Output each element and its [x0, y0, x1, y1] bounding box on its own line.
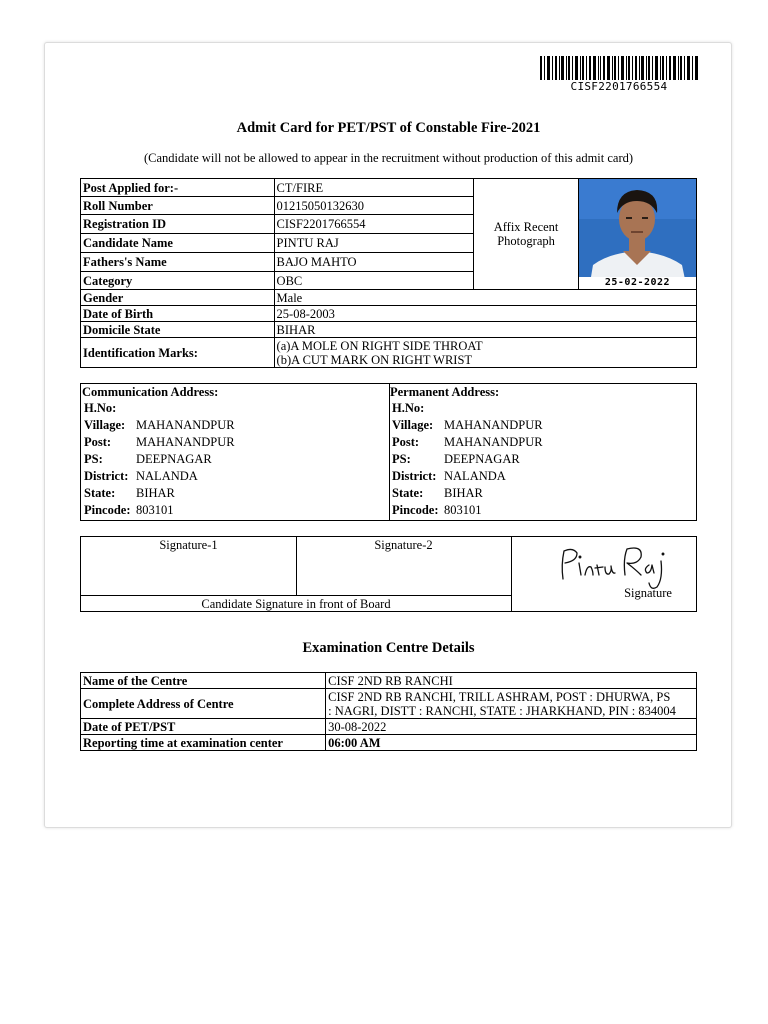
centre-address-line1: CISF 2ND RB RANCHI, TRILL ASHRAM, POST : DHURWA, PS — [328, 689, 671, 704]
table-row — [81, 179, 697, 197]
address-value: BIHAR — [136, 486, 175, 500]
row-value: 06:00 AM — [326, 735, 697, 751]
address-row — [84, 435, 235, 450]
table-row — [81, 322, 697, 338]
row-value: CT/FIRE — [274, 179, 474, 197]
row-label: Domicile State — [81, 322, 275, 338]
centre-address-line2: : NAGRI, DISTT : RANCHI, STATE : JHARKHAND, PIN : 834004 — [328, 703, 676, 718]
exam-centre-title: Examination Centre Details — [302, 640, 475, 656]
address-row — [392, 401, 444, 416]
photo-date: 25-02-2022 — [579, 277, 696, 289]
identification-mark-2: (b)A CUT MARK ON RIGHT WRIST — [276, 352, 473, 367]
photo-cell — [578, 179, 696, 290]
address-value: MAHANANDPUR — [444, 418, 543, 432]
address-value: MAHANANDPUR — [136, 418, 235, 432]
centre-address — [326, 689, 697, 719]
signature-section — [80, 536, 697, 612]
address-row — [84, 452, 212, 467]
address-row — [84, 401, 136, 416]
row-label: Roll Number — [81, 197, 275, 215]
address-value: NALANDA — [136, 469, 198, 483]
address-value: 803101 — [136, 503, 174, 517]
address-row — [84, 469, 198, 484]
address-key: Pincode: — [392, 503, 439, 517]
address-key: PS: — [84, 452, 103, 466]
row-label: Category — [81, 272, 275, 290]
address-row — [84, 418, 235, 433]
row-label: Identification Marks: — [81, 338, 275, 368]
row-value: 30-08-2022 — [326, 719, 697, 735]
row-label: Name of the Centre — [81, 673, 326, 689]
address-row — [392, 503, 482, 518]
permanent-address — [389, 384, 697, 520]
row-value: BAJO MAHTO — [274, 253, 474, 272]
row-label: Post Applied for:- — [81, 179, 275, 197]
identification-mark-1: (a)A MOLE ON RIGHT SIDE THROAT — [276, 338, 483, 353]
row-value: BIHAR — [274, 322, 696, 338]
page-subtitle: (Candidate will not be allowed to appear in the recruitment without production of this admit card) — [143, 151, 634, 165]
address-row — [392, 435, 543, 450]
address-key: H.No: — [392, 401, 425, 415]
table-row — [81, 689, 697, 719]
row-value: 25-08-2003 — [274, 306, 696, 322]
affix-label-line1: Affix Recent — [493, 220, 559, 234]
address-key: Village: — [84, 418, 126, 432]
row-label: Date of PET/PST — [81, 719, 326, 735]
row-label: Reporting time at examination center — [81, 735, 326, 751]
address-value: NALANDA — [444, 469, 506, 483]
row-value: CISF 2ND RB RANCHI — [326, 673, 697, 689]
row-value: Male — [274, 290, 696, 306]
address-value: DEEPNAGAR — [444, 452, 520, 466]
address-key: PS: — [392, 452, 411, 466]
address-section — [80, 383, 697, 521]
signature-2-label: Signature-2 — [374, 538, 433, 552]
signature-1-box — [81, 537, 297, 595]
row-value: OBC — [274, 272, 474, 290]
address-row — [392, 418, 543, 433]
exam-centre-table — [80, 672, 697, 751]
address-value: DEEPNAGAR — [136, 452, 212, 466]
table-row — [81, 719, 697, 735]
address-value: 803101 — [444, 503, 482, 517]
person-photo-icon — [579, 179, 696, 289]
candidate-details-table — [80, 178, 697, 368]
address-key: H.No: — [84, 401, 117, 415]
row-label: Complete Address of Centre — [81, 689, 326, 719]
affix-photo-cell — [474, 179, 579, 290]
address-row — [84, 503, 174, 518]
affix-label-line2: Photograph — [497, 234, 555, 248]
table-row — [81, 735, 697, 751]
row-label: Fathers's Name — [81, 253, 275, 272]
address-row — [84, 486, 175, 501]
signature-label: Signature — [624, 586, 672, 600]
candidate-signature-box — [511, 537, 696, 611]
signature-2-box — [296, 537, 512, 595]
identification-marks — [274, 338, 696, 368]
address-row — [392, 469, 506, 484]
address-value: BIHAR — [444, 486, 483, 500]
address-key: District: — [392, 469, 437, 483]
address-key: State: — [392, 486, 424, 500]
address-key: Village: — [392, 418, 434, 432]
permanent-address-heading: Permanent Address: — [390, 385, 500, 399]
address-row — [392, 486, 483, 501]
communication-address-heading: Communication Address: — [82, 385, 219, 399]
address-key: Pincode: — [84, 503, 131, 517]
table-row — [81, 290, 697, 306]
table-row — [81, 306, 697, 322]
row-value: PINTU RAJ — [274, 234, 474, 253]
row-label: Gender — [81, 290, 275, 306]
address-key: District: — [84, 469, 129, 483]
row-label: Date of Birth — [81, 306, 275, 322]
row-value: 01215050132630 — [274, 197, 474, 215]
barcode-icon — [540, 56, 698, 80]
row-label: Registration ID — [81, 215, 275, 234]
address-row — [392, 452, 520, 467]
address-key: Post: — [84, 435, 112, 449]
page-title: Admit Card for PET/PST of Constable Fire-2021 — [236, 120, 541, 136]
address-value: MAHANANDPUR — [444, 435, 543, 449]
address-value: MAHANANDPUR — [136, 435, 235, 449]
signature-1-label: Signature-1 — [159, 538, 218, 552]
address-key: State: — [84, 486, 116, 500]
row-value: CISF2201766554 — [274, 215, 474, 234]
table-row — [81, 338, 697, 368]
barcode-number: CISF2201766554 — [570, 80, 668, 93]
table-row — [81, 673, 697, 689]
candidate-photo — [579, 179, 696, 289]
communication-address — [81, 384, 390, 520]
address-key: Post: — [392, 435, 420, 449]
board-signature-label: Candidate Signature in front of Board — [81, 595, 512, 612]
row-label: Candidate Name — [81, 234, 275, 253]
